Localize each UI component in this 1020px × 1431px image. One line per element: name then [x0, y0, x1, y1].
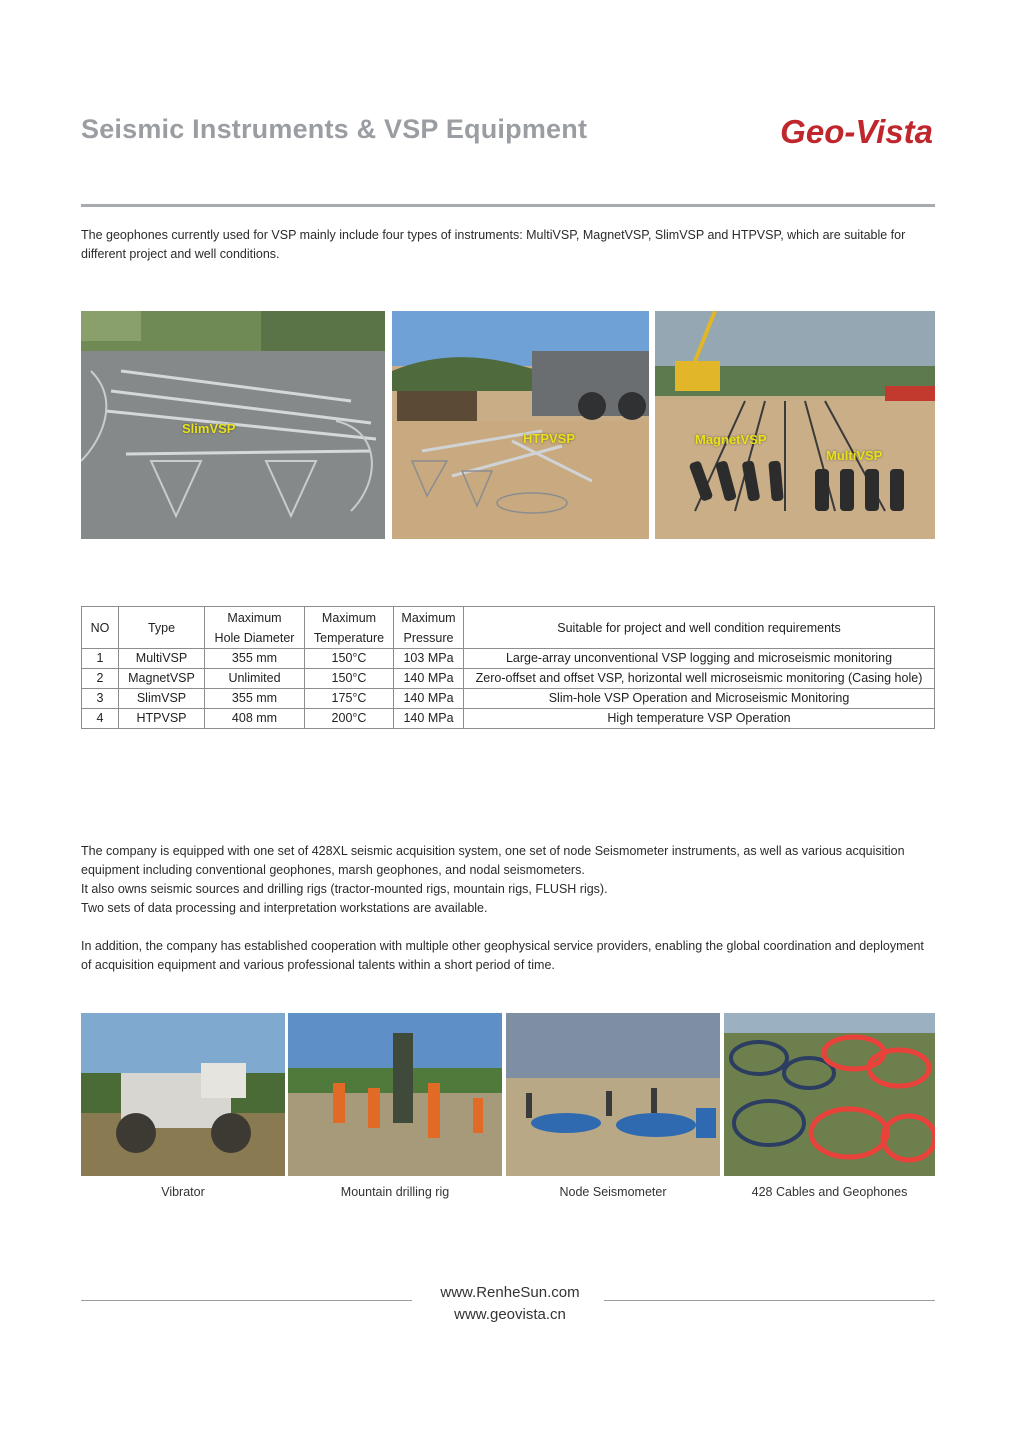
caption-mountain-drilling-rig: Mountain drilling rig [340, 1185, 450, 1199]
col-header-type: Type [119, 607, 205, 649]
body-paragraph-cooperation: In addition, the company has established cooperation with multiple other geophysical service providers, enabling the global coordination and deployment of acquisition equipment and various professional talents within a short period of time. [81, 939, 924, 972]
cell-temperature: 150°C [305, 669, 394, 689]
photo-label-htpvsp: HTPVSP [523, 431, 576, 446]
cell-type: SlimVSP [119, 689, 205, 709]
table-row [82, 689, 935, 709]
table-row [82, 709, 935, 729]
body-paragraph-sources: It also owns seismic sources and drilling rigs (tractor-mounted rigs, mountain rigs, FLUSH rigs). [81, 882, 608, 896]
cell-suitability: Zero-offset and offset VSP, horizontal well microseismic monitoring (Casing hole) [464, 669, 935, 689]
photo-label-slimvsp: SlimVSP [182, 421, 236, 436]
intro-paragraph: The geophones currently used for VSP mainly include four types of instruments: MultiVSP, MagnetVSP, SlimVSP and HTPVSP, which are suitable for different project and well conditions. [81, 228, 906, 261]
cell-temperature: 175°C [305, 689, 394, 709]
vsp-spec-table [81, 606, 935, 729]
body-paragraph-workstations: Two sets of data processing and interpretation workstations are available. [81, 901, 488, 915]
cell-suitability: Large-array unconventional VSP logging and microseismic monitoring [464, 649, 935, 669]
cell-suitability: High temperature VSP Operation [464, 709, 935, 729]
col-header-suitability: Suitable for project and well condition requirements [464, 607, 935, 649]
cell-no: 2 [82, 669, 119, 689]
table-row [82, 669, 935, 689]
cell-hole-diameter: Unlimited [205, 669, 305, 689]
col-header-temperature: Maximum Temperature [305, 607, 394, 649]
cell-hole-diameter: 408 mm [205, 709, 305, 729]
header-divider [81, 204, 935, 207]
page-title: Seismic Instruments & VSP Equipment [81, 114, 588, 144]
node-seismometer-photo [506, 1013, 720, 1176]
mountain-drilling-rig-photo [288, 1013, 502, 1176]
cell-pressure: 140 MPa [394, 709, 464, 729]
footer-link-renhesun[interactable]: www.RenheSun.com [440, 1284, 580, 1301]
slimvsp-photo [81, 311, 385, 539]
table-header-row [82, 607, 935, 649]
cell-no: 4 [82, 709, 119, 729]
htpvsp-photo [392, 311, 649, 539]
table-row [82, 649, 935, 669]
photo-label-magnetvsp: MagnetVSP [695, 432, 767, 447]
cell-pressure: 140 MPa [394, 669, 464, 689]
cell-pressure: 103 MPa [394, 649, 464, 669]
footer-link-geovista[interactable]: www.geovista.cn [454, 1306, 566, 1323]
cell-temperature: 150°C [305, 649, 394, 669]
col-header-no: NO [82, 607, 119, 649]
caption-node-seismometer: Node Seismometer [559, 1185, 667, 1199]
cell-hole-diameter: 355 mm [205, 689, 305, 709]
cell-suitability: Slim-hole VSP Operation and Microseismic Monitoring [464, 689, 935, 709]
magnet-multi-vsp-photo [655, 311, 935, 539]
cell-type: HTPVSP [119, 709, 205, 729]
footer-websites [0, 1282, 1020, 1326]
cell-no: 3 [82, 689, 119, 709]
cell-hole-diameter: 355 mm [205, 649, 305, 669]
logo-text: Geo-Vista [780, 113, 933, 150]
company-description [81, 842, 935, 975]
col-header-pressure: Maximum Pressure [394, 607, 464, 649]
cell-type: MagnetVSP [119, 669, 205, 689]
cell-type: MultiVSP [119, 649, 205, 669]
caption-cables-geophones: 428 Cables and Geophones [751, 1185, 908, 1199]
geo-vista-logo [720, 110, 935, 154]
vibrator-photo [81, 1013, 285, 1176]
cell-temperature: 200°C [305, 709, 394, 729]
body-paragraph-equipment: The company is equipped with one set of 428XL seismic acquisition system, one set of node Seismometer instruments, as well as various acquisition equipment including conventional geophones, marsh geophones, and nodal seismometers. [81, 844, 905, 877]
photo-label-multivsp: MultiVSP [826, 448, 883, 463]
cell-pressure: 140 MPa [394, 689, 464, 709]
cell-no: 1 [82, 649, 119, 669]
cables-geophones-photo [724, 1013, 935, 1176]
col-header-hole-diameter: Maximum Hole Diameter [205, 607, 305, 649]
caption-vibrator: Vibrator [161, 1185, 205, 1199]
